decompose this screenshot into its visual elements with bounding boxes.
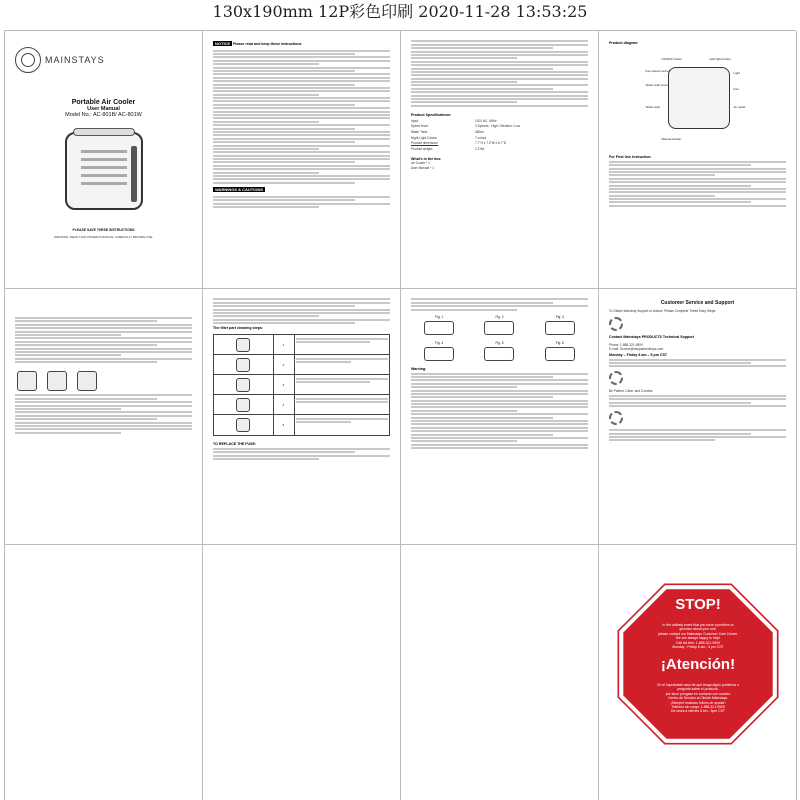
step-number: 1 [274,335,295,354]
spec-value: 7.7"H x 7.2"W x 6.7"D [475,141,507,146]
save-instructions-note: PLEASE SAVE THESE INSTRUCTIONS [72,227,135,232]
stop-title: STOP! [675,596,721,613]
support-email: E-mail: Service@dsnpartnerships.com [609,346,664,351]
diagram-heading: Product diagram [609,41,638,45]
stop-text [615,581,781,747]
print-header: 130x190mm 12P彩色印刷 2020-11-28 13:53:25 [212,2,588,21]
spec-label: Speed level: [411,124,429,129]
diagram-label: ON/OFF button [661,57,683,62]
box-heading: What's in the box [411,157,441,162]
warnings-label: WARNINGS & CAUTIONS [215,186,263,192]
product-diagram [645,57,748,147]
warning-list [411,373,588,450]
box-item: User Manual * 1 [411,165,434,170]
first-use-body [609,161,786,207]
step-number: 2 [274,355,295,374]
fill-tank-images [15,369,192,393]
gear-icon [609,411,623,425]
stop-sign [615,581,781,747]
figure: Fig. 4 [411,341,467,363]
diagram-label: Light [733,71,741,76]
spec-value: 110V AC, 60Hz [475,118,497,123]
warnings-body [213,196,390,208]
box-item: Air Cooler * 1 [411,161,430,166]
support-panel [599,289,797,545]
fuse-figures [411,315,588,363]
diagram-label: Water tank [645,105,660,110]
figures-intro [411,298,588,310]
fill-step-image [77,371,97,391]
spec-value: 3 Speeds - High / Medium / Low [475,124,521,129]
diagram-label: Fan [733,87,739,92]
figure: Fig. 2 [471,315,527,337]
operation-text [15,317,192,363]
brand-logo [15,47,192,73]
spec-value: 7 colors [475,135,487,140]
support-phone: Phone: 1-888-321-9509 [609,342,643,347]
cooler-diagram-image [668,67,730,129]
stop-spanish-text: En el improbable caso de que tenga algún problema o pregunta sobre el producto, por favor póngase en contacto con nuestro Centro de Servicio al Cliente Mainstays. ¡Siempre estamos felices de ayudar! Teléfono sin cargo: 1-888-321-9509 De lunes a viernes 8 am - 5pm CST [657,683,739,714]
notice-body [213,50,390,184]
logo-mark-icon [15,47,41,73]
step-number: 4 [274,395,295,414]
warning-heading: Warning: [411,366,427,371]
specs-table [411,119,588,152]
manual-imposition-sheet [4,30,796,800]
diagram-label: LED light button [709,57,731,62]
step-number: 3 [274,375,295,394]
spec-label: Product weight: [411,147,433,152]
support-contact: Contact Mainstays PRODUCTS Technical Support [609,335,694,340]
figure: Fig. 5 [471,341,527,363]
spec-row [411,130,588,134]
spec-label: Water Tank: [411,129,428,134]
filter-panel [203,289,401,545]
model-number: Model No.: AC-801B/ AC-801W [65,112,142,119]
back-cover-panel [599,545,797,800]
cover-panel [5,31,203,289]
spec-row [411,141,588,145]
blank-panel [203,545,401,800]
brand-name: MAINSTAYS [45,54,105,65]
filter-heading: The filter part cleaning steps: [213,326,264,331]
fill-step-image [47,371,67,391]
diagram-label: Fan speed control [645,69,670,74]
figure: Fig. 3 [532,315,588,337]
figures-panel [401,289,599,545]
support-title: Customer Service and Support [660,300,735,306]
diagram-label: Manual shutter [661,137,682,142]
blank-panel [401,545,599,800]
spec-label: Product dimension: [411,141,439,146]
notice-label: NOTICE [215,40,231,46]
notice-title: Please read and keep these instructions [233,41,302,46]
step-number: 5 [274,415,295,435]
figure: Fig. 1 [411,315,467,337]
spec-value: 450ml [475,129,484,134]
air-cooler-image [65,132,143,210]
gear-icon [609,317,623,331]
support-step: Be Patient, Clear, and Concise. [609,389,654,394]
product-title: Portable Air Cooler [71,99,136,106]
fill-step-image [17,371,37,391]
first-use-heading: For First Use Instruction [609,155,651,160]
cover-warning: WARNING: READ THIS OWNER'S MANUAL CAREFULLY BEFORE USE. [53,234,154,239]
filter-steps-table [213,334,390,436]
support-intro: To Obtain Warranty Support or Advice, Please Complete These Easy Steps: [609,309,717,314]
safety-continued-text [411,40,588,106]
stop-spanish-title: ¡Atención! [660,656,736,673]
stop-english-text: In the unlikely event that you have a problem or question about your unit, please contact our Mainstays Customer Care Center. We are always happy to help! Call toll free: 1-888-321-9509 Monday - Friday 8 am - 5 pm CST [658,623,738,650]
filter-intro [213,298,390,324]
specs-panel [401,31,599,289]
replace-fuse-heading: TO REPLACE THE FUSE: [213,442,257,447]
blank-panel [5,545,203,800]
diagram-label: Air outlet [733,105,746,110]
manual-subtitle: User Manual [87,106,120,113]
replace-fuse-text [213,448,390,460]
operation-steps [15,394,192,433]
spec-row [411,136,588,140]
operation-panel [5,289,203,545]
spec-label: Input: [411,118,419,123]
spec-label: Night Light Colors: [411,135,438,140]
spec-row [411,119,588,123]
spec-value: 2.3 lbs [475,147,485,152]
figure: Fig. 6 [532,341,588,363]
diagram-panel [599,31,797,289]
spec-row [411,147,588,151]
specs-heading: Product Specifications: [411,112,452,117]
spec-row [411,124,588,128]
gear-icon [609,371,623,385]
notice-panel [203,31,401,289]
diagram-label: Water tank cover [645,83,669,88]
support-hours: Monday – Friday 8 am – 5 pm CST [609,353,668,358]
